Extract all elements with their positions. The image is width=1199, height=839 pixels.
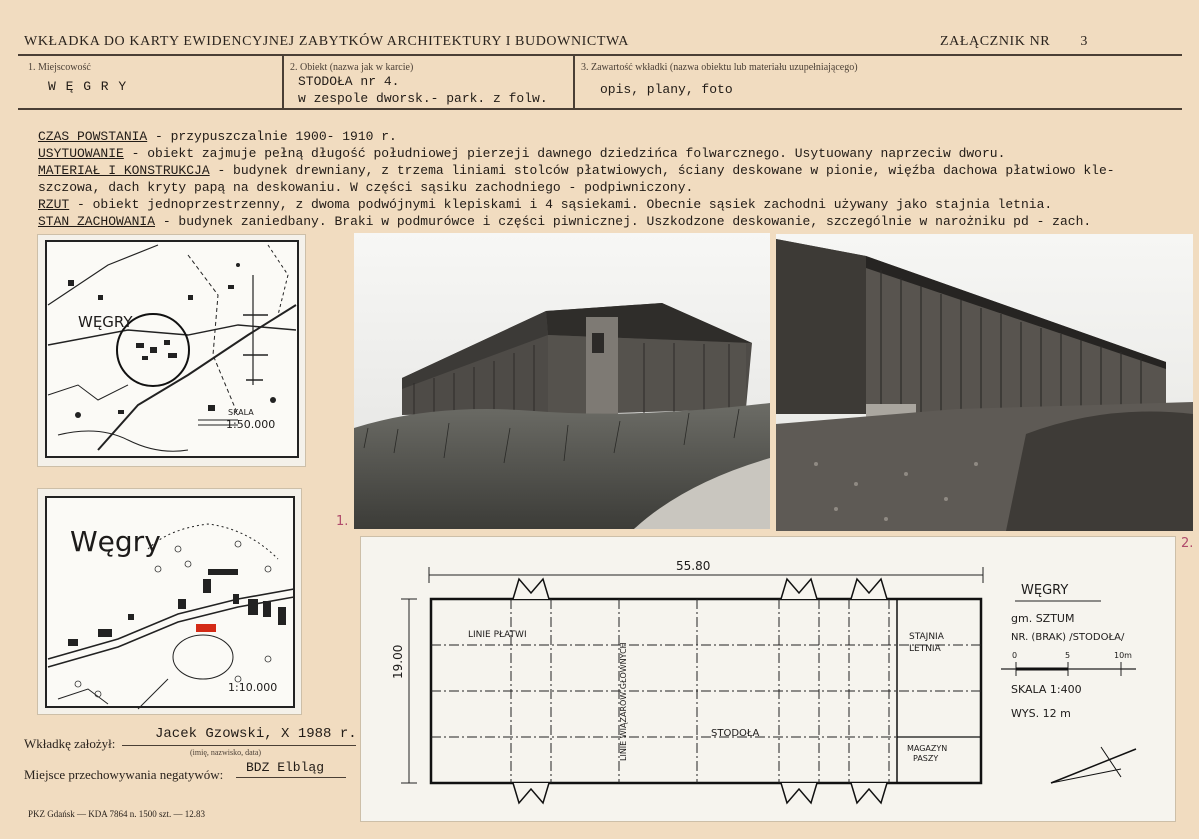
- object-label: 2. Obiekt (nazwa jak w karcie): [290, 62, 414, 73]
- description-line: [38, 145, 1163, 162]
- location-map-local: [37, 488, 302, 715]
- plan-label-barn: STODOŁA: [711, 728, 760, 739]
- map2-scale: 1:10.000: [228, 681, 278, 694]
- plan-width: 55.80: [676, 559, 711, 573]
- negatives-value: BDZ Elbląg: [246, 760, 325, 775]
- description-line: [38, 162, 1163, 179]
- scale-tick-0: 0: [1012, 651, 1018, 660]
- locality-label: 1. Miejscowość: [28, 62, 91, 73]
- legend-number: NR. (BRAK) /STODOŁA/: [1011, 632, 1125, 643]
- scale-tick-5: 5: [1065, 651, 1071, 660]
- scale-tick-10: 10m: [1114, 651, 1132, 660]
- section-text: - obiekt zajmuje pełną długość południowej pierzeji dawnego dziedzińca folwarcznego. Usytuowany naprzeciw dworu.: [123, 146, 1006, 161]
- map1-scale-value: 1:50.000: [226, 418, 276, 431]
- section-heading: MATERIAŁ I KONSTRUKCJA: [38, 163, 210, 178]
- regional-map-drawing: [38, 235, 305, 466]
- object-value-2: w zespole dworsk.- park. z folw.: [298, 91, 548, 106]
- map1-scale-label: SKALA: [228, 408, 254, 417]
- fields-rule: [18, 108, 1182, 110]
- plan-label-store: MAGAZYN: [907, 744, 948, 753]
- author-label: Wkładkę założył:: [24, 736, 116, 751]
- description-line: [38, 179, 1163, 196]
- object-value-1: STODOŁA nr 4.: [298, 74, 400, 89]
- photo-barn-south: [776, 234, 1193, 531]
- form-title: WKŁADKA DO KARTY EWIDENCYJNEJ ZABYTKÓW ARCHITEKTURY I BUDOWNICTWA: [24, 34, 629, 49]
- description-line: [38, 128, 1163, 145]
- negatives-label: Miejsce przechowywania negatywów:: [24, 767, 224, 782]
- section-heading: STAN ZACHOWANIA: [38, 214, 156, 229]
- section-heading: USYTUOWANIE: [38, 146, 124, 161]
- section-heading: CZAS POWSTANIA: [38, 129, 148, 144]
- plan-depth: 19.00: [391, 644, 405, 679]
- legend-town: WĘGRY: [1021, 583, 1069, 598]
- description-line: [38, 196, 1163, 213]
- section-heading: RZUT: [38, 197, 70, 212]
- photo-mark-2: 2.: [1181, 536, 1194, 551]
- plan-label-trusses: LINIE WIĄZARÓW GŁÓWNYCH: [619, 642, 628, 761]
- photo-1-image: [354, 233, 770, 529]
- map1-town: WĘGRY: [78, 313, 133, 331]
- location-map-regional: [37, 234, 306, 467]
- legend-height: WYS. 12 m: [1011, 707, 1071, 720]
- legend-scale: SKALA 1:400: [1011, 683, 1082, 696]
- section-text: szczowa, dach kryty papą na deskowaniu. W części sąsiku zachodniego - podpiwniczony.: [38, 180, 694, 195]
- floor-plan-drawing: [361, 537, 1175, 821]
- contents-value: opis, plany, foto: [600, 82, 733, 97]
- photo-2-image: [776, 234, 1193, 531]
- description-block: [38, 128, 1163, 230]
- plan-label-store-2: PASZY: [913, 754, 939, 763]
- attachment-label: [940, 34, 1088, 50]
- section-text: - obiekt jednoprzestrzenny, z dwoma podwójnymi klepiskami i 4 sąsiekami. Obecnie sąsiek zachodni używany jako stajnia letnia.: [69, 197, 1053, 212]
- header-rule: [18, 54, 1182, 56]
- photo-barn-west: [354, 233, 770, 529]
- section-text: - budynek drewniany, z trzema liniami stolców płatwiowych, ściany deskowane w pionie, więźba dachowa płatwiowo kle-: [209, 163, 1115, 178]
- legend-gmina: gm. SZTUM: [1011, 612, 1075, 625]
- field-divider: [282, 56, 284, 108]
- photo-mark-1: 1.: [336, 514, 349, 529]
- plan-label-stable: STAJNIA: [909, 632, 944, 642]
- section-text: - budynek zaniedbany. Braki w podmurówce i części piwnicznej. Uszkodzone deskowanie, szczególnie w narożniku pd - zach.: [155, 214, 1092, 229]
- locality-value: W Ę G R Y: [48, 79, 128, 94]
- author-underline: [122, 745, 356, 746]
- field-divider: [573, 56, 575, 108]
- negatives-underline: [236, 777, 346, 778]
- map2-town: Węgry: [70, 525, 161, 558]
- attachment-label-text: ZAŁĄCZNIK NR: [940, 34, 1051, 49]
- print-info: PKZ Gdańsk — KDA 7864 n. 1500 szt. — 12.83: [28, 809, 205, 819]
- description-line: [38, 213, 1163, 230]
- floor-plan: [360, 536, 1176, 822]
- author-value: Jacek Gzowski, X 1988 r.: [155, 726, 357, 742]
- plan-label-stable-2: LETNIA: [909, 644, 941, 654]
- plan-label-purlins: LINIE PŁATWI: [468, 630, 527, 640]
- attachment-number: 3: [1080, 34, 1088, 49]
- author-hint: (imię, nazwisko, data): [190, 748, 262, 757]
- contents-label: 3. Zawartość wkładki (nazwa obiektu lub materiału uzupełniającego): [581, 62, 858, 73]
- section-text: - przypuszczalnie 1900- 1910 r.: [147, 129, 397, 144]
